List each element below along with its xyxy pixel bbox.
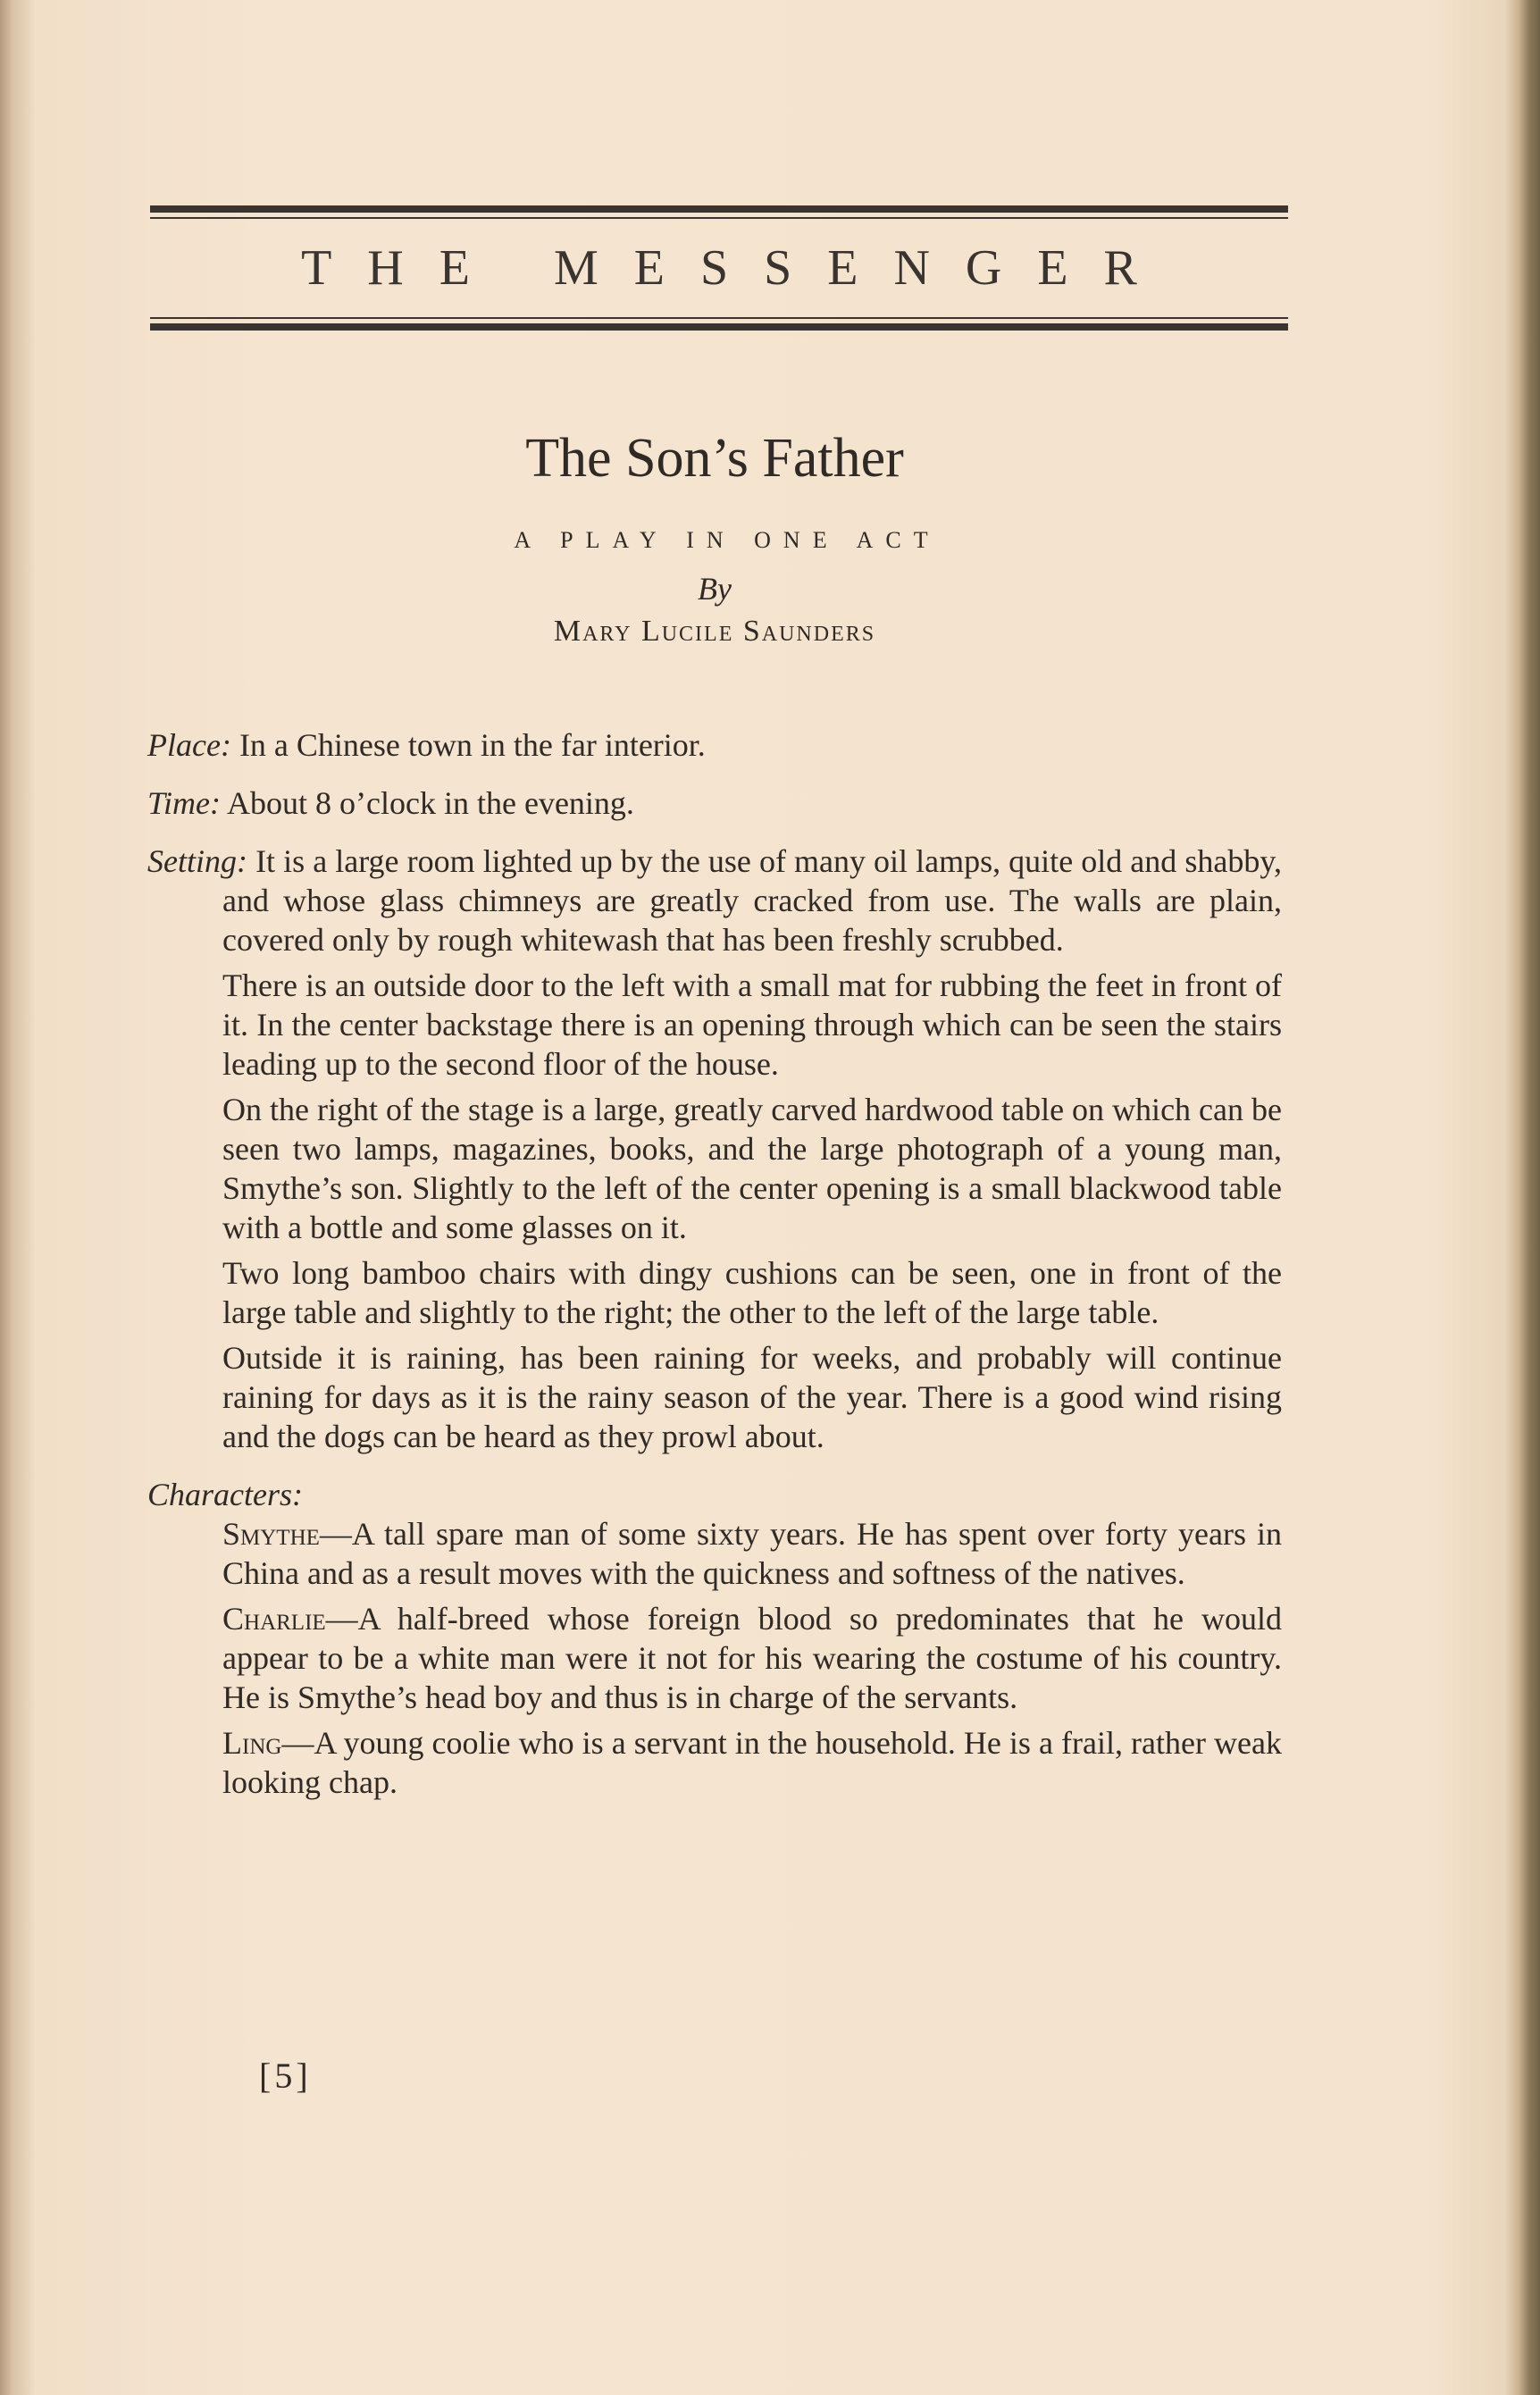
masthead-top-rule [150, 205, 1288, 213]
time-text: About 8 o’clock in the evening. [227, 785, 634, 821]
characters-entry [147, 1475, 1282, 1802]
time-label: Time: [147, 785, 222, 821]
character-name: Ling [222, 1725, 282, 1761]
play-subtitle: A PLAY IN ONE ACT [514, 527, 941, 553]
setting-entry [147, 842, 1282, 1456]
setting-first-paragraph [147, 842, 1282, 959]
setting-first-text: It is a large room lighted up by the use of many oil lamps, quite old and shabby, and whose glass chimneys are greatly cracked from use. The walls are plain, covered only by rough whitewash that has been freshly scrubbed. [222, 843, 1282, 958]
masthead-bottom-rule [150, 323, 1288, 331]
setting-label: Setting: [147, 843, 247, 879]
masthead [150, 205, 1288, 331]
character-desc: —A tall spare man of some sixty years. He has spent over forty years in China and as a result moves with the quickness and softness of the natives. [222, 1516, 1282, 1591]
character-item [147, 1599, 1282, 1717]
byline: By [698, 571, 732, 607]
setting-paragraph: There is an outside door to the left with a small mat for rubbing the feet in front of it. In the center backstage there is an opening through which can be seen the stairs leading up to the second floor of the house. [222, 967, 1282, 1082]
character-desc: —A half-breed whose foreign blood so predominates that he would appear to be a white man were it not for his wearing the costume of his country. He is Smythe’s head boy and thus is in charge of the servants. [222, 1601, 1282, 1715]
characters-label: Characters: [147, 1477, 303, 1512]
time-entry [147, 783, 1282, 823]
character-name: Charlie [222, 1601, 326, 1637]
character-name: Smythe [222, 1516, 320, 1552]
place-entry [147, 725, 1282, 765]
masthead-title: THE MESSENGER [301, 240, 1173, 296]
place-label: Place: [147, 727, 231, 763]
play-title: The Son’s Father [525, 428, 904, 489]
setting-paragraph: Two long bamboo chairs with dingy cushions can be seen, one in front of the large table and slightly to the right; the other to the left of the large table. [222, 1255, 1282, 1330]
character-desc: —A young coolie who is a servant in the household. He is a frail, rather weak looking chap. [222, 1725, 1282, 1800]
character-item [147, 1723, 1282, 1802]
setting-paragraph: On the right of the stage is a large, greatly carved hardwood table on which can be seen two lamps, magazines, books, and the large photograph of a young man, Smythe’s son. Slightly to the left of the center opening is a small blackwood table with a bottle and some glasses on it. [222, 1092, 1282, 1245]
character-item [147, 1514, 1282, 1593]
setting-paragraph: Outside it is raining, has been raining for weeks, and probably will continue raining for days as it is the rainy season of the year. There is a good wind rising and the dogs can be heard as they prowl about. [222, 1340, 1282, 1454]
author-name: Mary Lucile Saunders [553, 615, 876, 648]
play-body [147, 725, 1282, 1821]
page-number: [5] [259, 2056, 312, 2096]
place-text: In a Chinese town in the far interior. [239, 727, 706, 763]
